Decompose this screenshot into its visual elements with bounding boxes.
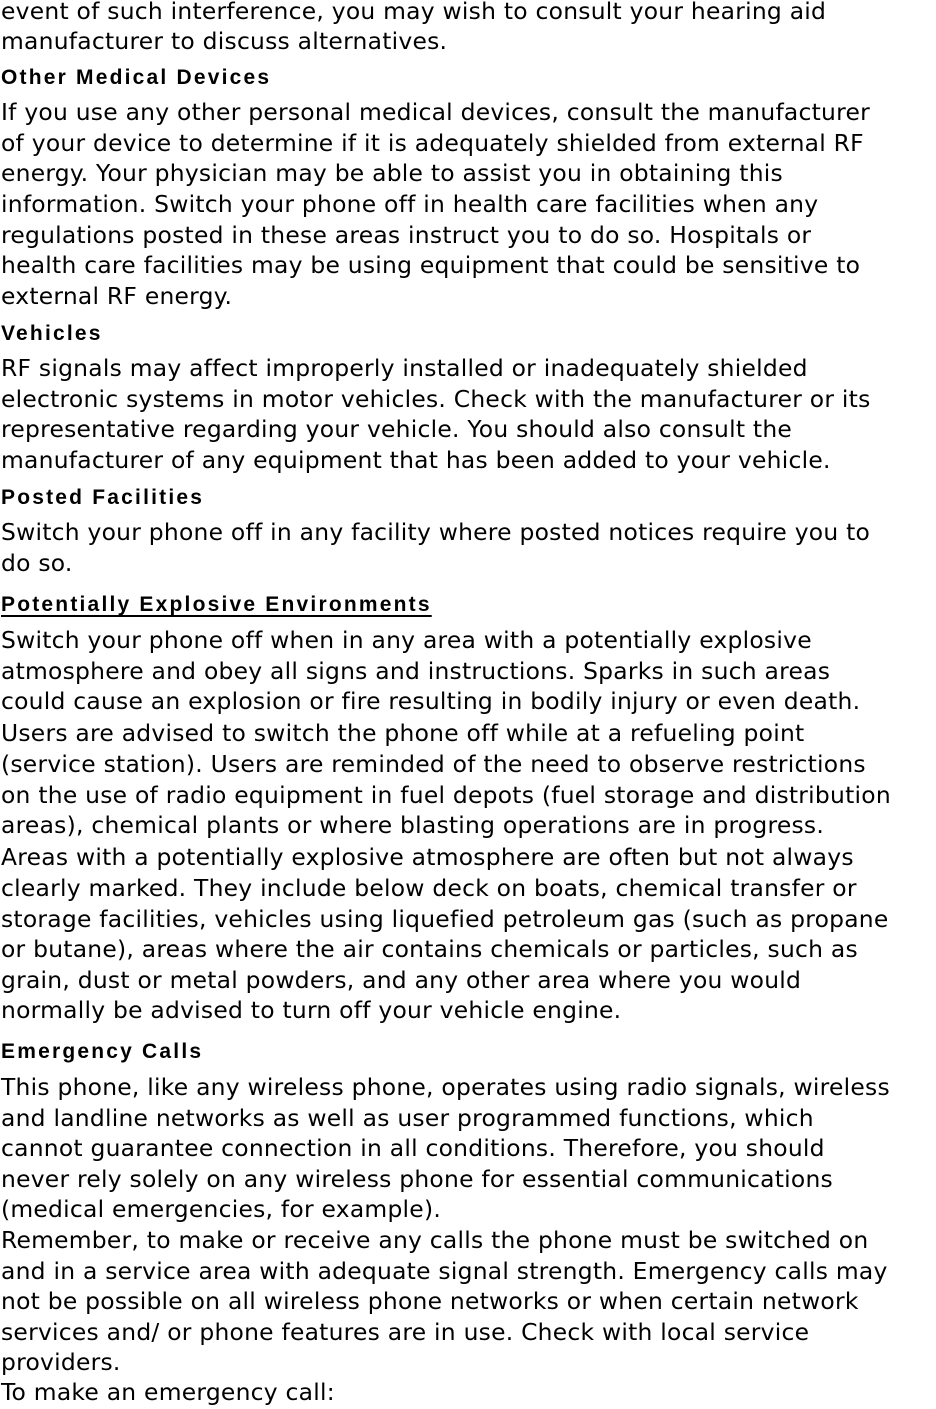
- section-heading-link[interactable]: Potentially Explosive Environments: [1, 593, 432, 616]
- text-line: Switch your phone off when in any area with a potentially explosive: [1, 626, 812, 654]
- text-line: event of such interference, you may wish to consult your hearing aid: [1, 0, 827, 25]
- text-line: health care facilities may be using equipment that could be sensitive to: [1, 251, 861, 279]
- text-line: could cause an explosion or fire resulting in bodily injury or even death.: [1, 687, 861, 715]
- text-line: providers.: [1, 1348, 121, 1376]
- text-line: never rely solely on any wireless phone for essential communications: [1, 1165, 833, 1193]
- text-line: regulations posted in these areas instruct you to do so. Hospitals or: [1, 221, 812, 249]
- section-heading: Vehicles: [1, 322, 103, 345]
- text-line: To make an emergency call:: [1, 1378, 335, 1406]
- text-line: of your device to determine if it is adequately shielded from external RF: [1, 129, 864, 157]
- text-line: information. Switch your phone off in health care facilities when any: [1, 190, 819, 218]
- text-line: energy. Your physician may be able to assist you in obtaining this: [1, 159, 783, 187]
- text-line: and in a service area with adequate signal strength. Emergency calls may: [1, 1257, 888, 1285]
- text-line: atmosphere and obey all signs and instructions. Sparks in such areas: [1, 657, 831, 685]
- text-line: RF signals may affect improperly installed or inadequately shielded: [1, 354, 808, 382]
- text-line: Areas with a potentially explosive atmosphere are often but not always: [1, 843, 854, 871]
- text-line: cannot guarantee connection in all conditions. Therefore, you should: [1, 1134, 825, 1162]
- text-line: storage facilities, vehicles using liquefied petroleum gas (such as propane: [1, 905, 889, 933]
- text-line: normally be advised to turn off your vehicle engine.: [1, 996, 622, 1024]
- text-line: This phone, like any wireless phone, operates using radio signals, wireless: [1, 1073, 890, 1101]
- text-line: on the use of radio equipment in fuel depots (fuel storage and distribution: [1, 781, 891, 809]
- text-line: (medical emergencies, for example).: [1, 1195, 442, 1223]
- text-line: manufacturer to discuss alternatives.: [1, 27, 448, 55]
- text-line: Users are advised to switch the phone off while at a refueling point: [1, 719, 805, 747]
- text-line: and landline networks as well as user programmed functions, which: [1, 1104, 814, 1132]
- text-line: grain, dust or metal powders, and any other area where you would: [1, 966, 802, 994]
- text-line: external RF energy.: [1, 282, 233, 310]
- section-heading: Posted Facilities: [1, 486, 205, 509]
- text-line: areas), chemical plants or where blasting operations are in progress.: [1, 811, 825, 839]
- text-line: Remember, to make or receive any calls the phone must be switched on: [1, 1226, 869, 1254]
- section-heading: Emergency Calls: [1, 1040, 204, 1063]
- text-line: representative regarding your vehicle. You should also consult the: [1, 415, 793, 443]
- text-line: Switch your phone off in any facility where posted notices require you to: [1, 518, 871, 546]
- text-line: electronic systems in motor vehicles. Check with the manufacturer or its: [1, 385, 871, 413]
- text-line: not be possible on all wireless phone networks or when certain network: [1, 1287, 859, 1315]
- text-line: do so.: [1, 549, 73, 577]
- text-line: or butane), areas where the air contains chemicals or particles, such as: [1, 935, 858, 963]
- text-line: services and/ or phone features are in use. Check with local service: [1, 1318, 810, 1346]
- text-line: (service station). Users are reminded of the need to observe restrictions: [1, 750, 866, 778]
- text-line: If you use any other personal medical devices, consult the manufacturer: [1, 98, 870, 126]
- text-line: clearly marked. They include below deck on boats, chemical transfer or: [1, 874, 857, 902]
- section-heading: Other Medical Devices: [1, 66, 272, 89]
- text-line: manufacturer of any equipment that has been added to your vehicle.: [1, 446, 831, 474]
